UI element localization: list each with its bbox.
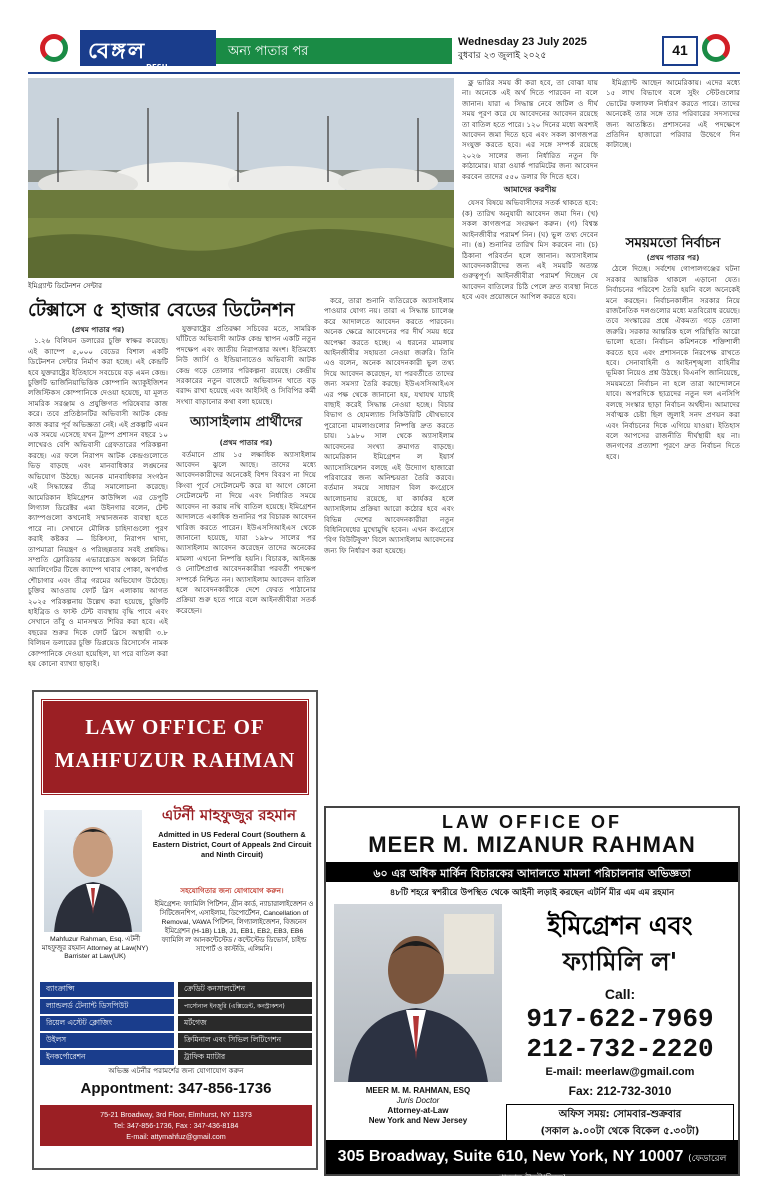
ad2-hours-days: অফিস সময়: সোমবার-শুক্রবার xyxy=(558,1109,682,1120)
continuation-note: (প্রথম পাতার পর) xyxy=(71,325,125,334)
continuation-note: (প্রথম পাতার পর) xyxy=(219,438,273,448)
ad1-contact-block xyxy=(40,1066,312,1162)
article-text: ১.২৬ বিলিয়ন ডলারের চুক্তি স্বাক্ষর করেছে। এই ক্যাম্পে ৫,০০০ বেডের বিশাল একটি ডিটেনশন সেন্টার নির্মাণ করা হচ্ছে। এই কেন্দ্রটি হবে যুক্তরাষ্ট্রের ইতিহাসে সবচেয়ে বড় এমন কেন্দ্র। চুক্তিটি ভার্জিনিয়াভিত্তিক কোম্পানি অ্যাকুইজিশন লজিস্টিকস কোম্পানিকে দেওয়া হয়েছে, যা মূলত সামরিক সরঞ্জাম ও প্রযুক্তিগত পরিষেবার কাজ করে। তবে প্রতিষ্ঠানটির অভিবাসী আটক কেন্দ্র কাজ করার পূর্ব অভিজ্ঞতা নেই। এই প্রকল্পটি এমন এক সময়ে এসেছে যখন ট্রাম্প প্রশাসন বছরে ১০ লাখেরও বেশি অভিবাসী গ্রেফতারের পরিকল্পনা করছে। এর ফলে নিরাপদ আটক কেন্দ্রগুলোতে ভিড় বাড়ছে এবং মানবাধিকার লঙ্ঘনের অভিযোগ উঠছে। অনেক মানবাধিকার সংগঠন এই সিদ্ধান্তের তীব্র সমালোচনা করেছে। আমেরিকান ইমিগ্রেশন কাউন্সিল এর ডেপুটি লিগ্যাল ডিরেক্টর এমা উইনগার বলেন, টেন্ট ক্যাম্পগুলো কখনোই সম্মানজনক ব্যবস্থা হতে পারে না। সেখানে মৌলিক চাহিদাগুলো পূরণ করাই কষ্টকর — চিকিৎসা, নিরাপদ খাদ্য, তাপমাত্রা নিয়ন্ত্রণ ও পরিচ্ছন্নতার সবই প্রশ্নবিদ্ধ। সম্প্রতি ফ্লোরিডার এভারগ্লেডস অঞ্চলে নির্মিত অ্যালিগেটর টিজে ক্যাম্পে খাবার পোকা, অপর্যাপ্ত শৌচাগার এবং তীব্র গরমের অভিযোগ উঠেছে। চুক্তির আওতায় ফোর্ট ব্লিস এলাকায় আগত ২০২৫ পরিকল্পনায় উল্লেখ করা হয়েছে, চুক্তিটি হাইব্রিড ও ফাস্ট টেন্ট ব্যবস্থায় বৃদ্ধি পাবে এবং সেখানে তাঁবু ও মানসম্মত শিবির করা হবে। এই বছরের শুরুর দিকে ফোর্ট ব্লিসে অস্থায়ী ৩.৮ বিলিয়ন ডলারের চুক্তি ডিপ্লয়েড রিসোর্সেস নামক কোম্পানিকে দেওয়া হয়েছিল, যা পরে বাতিল করা হয় কোনো ব্যাখ্যা ছাড়াই। xyxy=(28,336,168,668)
ad2-call-label: Call: xyxy=(604,986,636,1002)
ad1-bangla-name: এটর্নী মাহফুজুর রহমান xyxy=(161,806,297,824)
article-column-6 xyxy=(606,252,740,800)
ad2-office-hours xyxy=(506,1104,734,1144)
ad2-caption-name: MEER M. M. RAHMAN, ESQ xyxy=(365,1086,471,1095)
photo-caption: ইমিগ্র্যান্ট ডিটেনশন সেন্টার xyxy=(28,282,102,290)
ad2-fax: Fax: 212-732-3010 xyxy=(568,1084,672,1098)
article-column-4 xyxy=(462,78,598,800)
ad2-phone-numbers xyxy=(506,1004,734,1064)
ad2-phone-1: 917-622-7969 xyxy=(526,1004,714,1034)
ad1-email: E-mail: attymahfuz@gmail.com xyxy=(126,1132,226,1141)
ad2-hours-time: (সকাল ৯.০০টা থেকে বিকেল ৫.৩০টা) xyxy=(540,1126,700,1137)
header-rule xyxy=(28,72,740,74)
ad1-title-line1: LAW OFFICE OF xyxy=(85,715,265,739)
article-text: যেসব বিষয়ে অভিবাসীদের সতর্ক থাকতে হবে: (ক) তারিখ অনুযায়ী আবেদন জমা দিন। (খ) সকল কাগজপত্র সংরক্ষণ করুন। (গ) বিশ্বস্ত আইনজীবীর পরামর্শ নিন। (ঘ) ভুল তথ্য দেবেন না। (ঙ) শুনানির তারিখ মিস করবেন না। (চ) ঠিকানা পরিবর্তন হলে জানান। অ্যাসাইলাম আবেদনকারীদের জন্য এই সময়টি অত্যন্ত গুরুত্বপূর্ণ। আইনজীবীরা পরামর্শ দিচ্ছেন যে আবেদন বাতিলের চিঠি পেলে দ্রুত ব্যবস্থা নিতে হবে এবং প্রয়োজনে আপিল করতে হবে। xyxy=(462,198,598,302)
article-column-2 xyxy=(176,324,316,684)
masthead: বেঙ্গলDESH xyxy=(80,30,216,66)
subheadline-election: সময়মতো নির্বাচন xyxy=(625,235,721,251)
left-logo-icon xyxy=(40,34,68,62)
practice-area: উইলস xyxy=(40,1033,174,1048)
article-text: যুক্তরাষ্ট্রের প্রতিরক্ষা সচিবের মতে, সামরিক ঘাঁটিতে অভিবাসী আটক কেন্দ্র স্থাপন একটি নতুন পদক্ষেপ এবং জাতীয় নিরাপত্তার অংশ। ইতিমধ্যে নিউ জার্সি ও ইন্ডিয়ানাতেও অভিবাসী আটক কেন্দ্র গড়ে তোলার পরিকল্পনা রয়েছে। কেন্দ্রীয় সরকারের নতুন বাজেটে অভিবাসন খাতে বড় বরাদ্দ রাখা হয়েছে এবং আইসিই ও সিবিপির কর্মী সংখ্যা বাড়ানোর কথা বলা হয়েছে। xyxy=(176,324,316,406)
practice-area: রিয়েল এস্টেট ক্লোজিং xyxy=(40,1016,174,1031)
ad2-title-line1: LAW OFFICE OF xyxy=(442,812,622,832)
ad1-appointment-phone: Appontment: 347-856-1736 xyxy=(80,1080,272,1097)
ad2-experience-band: ৬০ এর অধিক মার্কিন বিচারকের আদালতে মামলা পরিচালনার অভিজ্ঞতা xyxy=(326,862,738,882)
ad2-caption-states: New York and New Jersey xyxy=(368,1116,468,1125)
ad1-contact-note: সহযোগিতার জন্য যোগাযোগ করুন। xyxy=(180,886,284,895)
ad2-immigration: ইমিগ্রেশন এবং xyxy=(547,911,693,940)
ad2-caption-degree: Juris Doctor xyxy=(396,1096,440,1105)
ad2-address-note: (ফেডারেল প্লাজার উল্টোদিকে) xyxy=(497,1154,727,1184)
practice-area: ক্রিমিনাল এবং সিভিল লিটিগেশন xyxy=(178,1033,312,1048)
ad2-title-line2: MEER M. MIZANUR RAHMAN xyxy=(368,832,696,857)
date-english: Wednesday 23 July 2025 xyxy=(458,36,587,48)
practice-area: ক্রেডিট কনসালটেশন xyxy=(178,982,312,997)
ad2-email: E-mail: meerlaw@gmail.com xyxy=(545,1066,695,1078)
ad-meer-mizanur-rahman xyxy=(324,806,740,1184)
ad1-tel-fax: Tel: 347-856-1736, Fax : 347-436-8184 xyxy=(113,1121,239,1130)
ad1-address: 75-21 Broadway, 3rd Floor, Elmhurst, NY 11373 xyxy=(100,1110,252,1119)
date-bangla: বুধবার ২৩ জুলাই ২০২৫ xyxy=(458,51,547,61)
subheadline-asylum: অ্যাসাইলাম প্রার্থীদের xyxy=(189,414,303,431)
practice-area: ব্যাংক্রাপ্সি xyxy=(40,982,174,997)
attorney-photo xyxy=(44,810,142,932)
ad2-caption-title: Attorney-at-Law xyxy=(387,1106,449,1115)
ad1-admitted-courts: Admitted in US Federal Court (Southern & Eastern District, Court of Appeals 2nd Circuit and Ninth Circuit) xyxy=(152,830,312,859)
ad1-services: ইমিগ্রেশন: ফ্যামিলি পিটিশন, গ্রীন কার্ড, ন্যাচারালাইজেশন ও সিটিজেনশিপ, এসাইলাম, ডিপোর্টেশন, Cancellation of Removal, VAWA পিটিশন, লিগ্যালাইজেশন, বিজনেস ইমিগ্রেশন (H-1B) L1B, J1, EB1, EB2, EB3, EB6 ফ্যামিলি ল' আনকন্টেস্টেড / কন্টেস্টেড ডিভোর্স, চাইল্ড সাপোর্ট ও কাস্টডি, এলিমনি। xyxy=(154,901,314,953)
continuation-note: (প্রথম পাতার পর) xyxy=(646,253,700,262)
ad2-address: 305 Broadway, Suite 610, New York, NY 10007 xyxy=(337,1148,684,1165)
section-title: অন্য পাতার পর xyxy=(216,38,452,64)
article-column-3 xyxy=(324,296,454,798)
page-number: 41 xyxy=(662,36,698,66)
article-text: ক্লু ভারির সময় কী করা হবে, তা বোঝা যায় না। অনেকে এই অর্থ দিতে পারবেন না বলে জানান। যারা এ সিদ্ধান্ত নেবে জটিল ও দীর্ঘ সময় পূরণ করে যে আবেদনের আবেদন রয়েছে তা বাতিল হতে পারে। ১২০ দিনের মধ্যে অবশ্যই আবেদন জমা দিতে হবে এবং সকল কাগজপত্র সংযুক্ত করতে হবে। এর সঙ্গে সম্পর্ক রয়েছে ২০২৬ সালের জন্য নির্ধারিত নতুন ফি কাঠামোর। যারা ওয়ার্ক পারমিটের জন্য আবেদন করবেন তাদের ৫৫০ ডলার ফি দিতে হবে। xyxy=(462,78,598,181)
practice-area: পার্সোনাল ইনজুরি (এক্সিডেন্ট, কনস্ট্রাকশন) xyxy=(178,999,312,1014)
practice-area: ট্রাফিক ম্যাটার xyxy=(178,1050,312,1065)
article-text: বর্তমানে প্রায় ১৫ লক্ষাধিক অ্যাসাইলাম আবেদন ঝুলে আছে। তাদের মধ্যে আবেদনকারীদের অনেকেই বিশদ বিবরণ না দিয়ে কিংবা পূর্বে সেটেলমেন্ট করে যা আগে কোনো সেটেলমেন্ট না দিয়ে এবং নির্ধারিত সময়ে আবেদন না করায় নথি বাতিল হয়েছে। ইমিগ্রেশন আদালতে একাধিক শুনানির পর বিচারক আবেদন খারিজ করতে পারেন। ইউএসসিআইএস থেকে জানানো হয়েছে, যারা ১৯৮০ সালের পর অ্যাসাইলাম আবেদন করেছেন তাদের অনেকের মামলা এখনো নিষ্পত্তি হয়নি। বিচারক, আইনজ্ঞ ও নোটিশপ্রাপ্ত আবেদনকারীরা পরবর্তী পদক্ষেপ সম্পর্কে নিশ্চিত নন। অ্যাসাইলাম আবেদন বাতিল হলে আবেদনকারীকে দেশে ফেরত পাঠানোর প্রক্রিয়া শুরু হতে পারে বলে আইনজীবীরা সতর্ক করেছেন। xyxy=(176,449,316,615)
attorney-photo xyxy=(334,904,502,1082)
article-column-1 xyxy=(28,324,168,684)
ad-mahfuzur-rahman xyxy=(32,690,318,1170)
practice-area: ইনকর্পোরেশন xyxy=(40,1050,174,1065)
article-column-5 xyxy=(606,78,740,228)
ad1-title-banner xyxy=(40,698,310,796)
right-logo-icon xyxy=(702,34,730,62)
article-text: ইমিগ্র্যান্ট আছেন আমেরিকায়। এদের মধ্যে ১৫ লাখ বিভাগে বলে সুইং স্টেটগুলোর ভোটের ফলাফল নির্ধারণ করতে পারে। তাদের অনেকেই তার সঙ্গে তার পরিবারের সদস্যদের জন্য আতঙ্কিত। প্রশাসনের এই পদক্ষেপে প্রতিদিন হাজারো পরিবার উদ্বেগে দিন কাটাচ্ছে। xyxy=(606,78,740,150)
ad2-subline: ৪৮টি শহরে স্বশরীরে উপস্থিত থেকে আইনী লড়াই করছেন এটর্নি মীর এম এম রহমান xyxy=(389,888,675,898)
article-headline: টেক্সাসে ৫ হাজার বেডের ডিটেনশন xyxy=(28,299,295,321)
ad1-title-line2: MAHFUZUR RAHMAN xyxy=(54,748,296,772)
ad2-photo-caption xyxy=(334,1086,502,1126)
detention-center-photo xyxy=(28,78,454,278)
article-text: করে, তারা শুনানি ব্যতিরেকে অ্যাসাইলাম পাওয়ার যোগ্য নয়। তারা এ সিদ্ধান্ত চ্যালেঞ্জ করে আদালতে আবেদন করতে পারবেন। অনেক ক্ষেত্রে আবেদনের পর দীর্ঘ সময় ধরে অপেক্ষা করতে হচ্ছে। এ ধরনের মামলায় আইনজীবীর সহায়তা নেওয়া জরুরি। তিনি এও বলেন, অনেক আবেদনকারী ভুল তথ্য দিয়ে আবেদন করেছেন, যা পরবর্তীতে তাদের জন্য সমস্যা তৈরি করছে। ইউএসসিআইএস এর পক্ষ থেকে জানানো হয়, যথাযথ যাচাই বাছাই করেই সিদ্ধান্ত নেওয়া হচ্ছে। বিচার বিভাগ ও হোমল্যান্ড সিকিউরিটি যৌথভাবে পুরোনো মামলাগুলোর নিষ্পত্তি দ্রুত করতে চায়। ১৯৮০ সাল থেকে অ্যাসাইলাম আবেদনের সংখ্যা ক্রমাগত বাড়ছে। আমেরিকান ইমিগ্রেশন ল ইয়ার্স অ্যাসোসিয়েশন বলছে এই উদ্যোগ হাজারো পরিবারের জন্য অনিশ্চয়তা তৈরি করবে। বর্তমান সময়ে সাধারণ বিল কংগ্রেসে আলোচনায় রয়েছে, যা কার্যকর হলে অ্যাসাইলাম প্রক্রিয়া আরো কঠোর হবে এবং বিভিন্ন দেশের আবেদনকারীরা নতুন বিধিনিষেধের মুখোমুখি হবেন। এখন কংগ্রেসে 'বিগ বিউটিফুল' বিলে অ্যাসাইলাম আবেদনের জন্য ফি নির্ধারণ করা হয়েছে। xyxy=(324,296,454,555)
practice-area: মর্টগেজ xyxy=(178,1016,312,1031)
subheadline-our-duty: আমাদের করণীয় xyxy=(503,185,557,195)
ad2-address-bar xyxy=(326,1140,738,1184)
attorney-photo-caption: Mahfuzur Rahman, Esq. এটর্নী মাহফুজুর রহমান Attorney at Law(NY) Barrister at Law(UK) xyxy=(41,936,149,961)
ad1-address-bar xyxy=(40,1105,312,1146)
ad1-consult-line: অভিজ্ঞ এটর্নীর পরামর্শের জন্য যোগাযোগ করুন xyxy=(108,1066,244,1075)
article-text: ঠেলে দিচ্ছে। সর্বশেষ গোপালগঞ্জের ঘটনা সরকার আন্তরিক থাকলে এড়ানো যেত। নির্বাচনের পরিবেশ তৈরি হয়নি বলে অনেকেই মনে করছেন। নির্বাচনকালীন সরকার নিয়ে রাজনৈতিক দলগুলোর মধ্যে মতবিরোধ রয়েছে। তবে সংস্কারের প্রশ্নে ঐকমত্য গড়ে তোলা জরুরি। সরকার আন্তরিক হলে পরিস্থিতি আরো ভালো হতো। নির্বাচন কমিশনকে শক্তিশালী করতে হবে এবং প্রশাসনকে নিরপেক্ষ রাখতে হবে। সেনাবাহিনী ও আইনশৃঙ্খলা বাহিনীর ভূমিকা নিয়েও প্রশ্ন উঠছে। বিএনপি জানিয়েছে, সময়মতো নির্বাচন না হলে তারা আন্দোলনে যাবে। অপরদিকে ছাত্রদের নতুন দল এনসিপি বলছে সংস্কার ছাড়া নির্বাচন অর্থহীন। আমাদের সর্বাত্মক চেষ্টা ছিল জুলাই সনদ প্রণয়ন করা এবং নির্বাচনের দিকে এগিয়ে যাওয়া। ইতিহাস বলে আপসের রাজনীতি দীর্ঘস্থায়ী হয় না। জনগণের প্রত্যাশা পূরণে দ্রুত নির্বাচন দিতে হবে। xyxy=(606,264,740,461)
ad2-phone-2: 212-732-2220 xyxy=(526,1034,714,1064)
practice-area: ল্যান্ডলর্ড টেন্যান্ট ডিসপিউট xyxy=(40,999,174,1014)
date xyxy=(458,36,654,66)
ad2-family-law: ফ্যামিলি ল' xyxy=(562,947,678,976)
